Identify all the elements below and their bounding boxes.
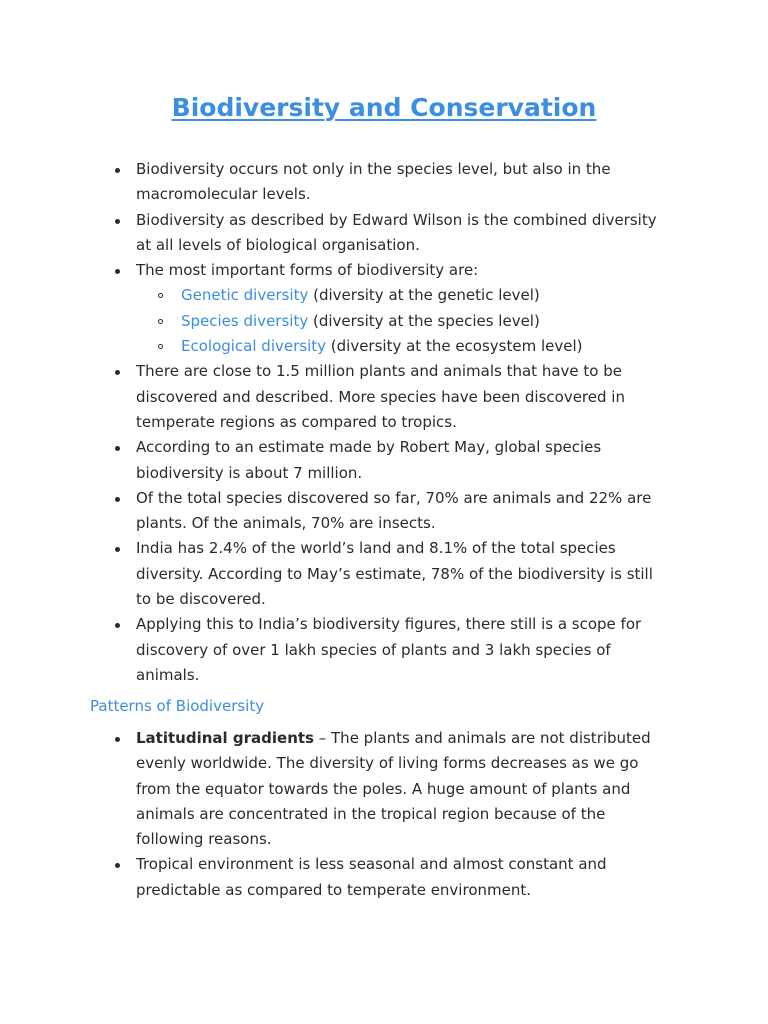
list-item-text: According to an estimate made by Robert May, global species biodiversity is about 7 million. (136, 438, 602, 482)
list-item-text: India has 2.4% of the world’s land and 8.1% of the total species diversity. According to May’s estimate, 78% of the biodiversity is still to be discovered. (136, 539, 653, 609)
list-item-bold-term: Latitudinal gradients (136, 729, 314, 747)
sub-item-text: (diversity at the species level) (308, 311, 540, 330)
list-item (0, 612, 768, 688)
page-title-text: Biodiversity and Conservation (171, 93, 597, 122)
ecological-diversity-link[interactable]: Ecological diversity (181, 337, 327, 356)
list-item (0, 359, 768, 435)
list-item (0, 726, 768, 852)
species-diversity-link[interactable]: Species diversity (181, 311, 309, 330)
list-item-text: – The plants and animals are not distributed evenly worldwide. The diversity of living forms decreases as we go from the equator towards the poles. A huge amount of plants and animals are concentrated in the tropical region because of the following reasons. (136, 729, 651, 849)
sub-list-item (136, 309, 668, 334)
list-item-text: Applying this to India’s biodiversity figures, there still is a scope for discovery of over 1 lakh species of plants and 3 lakh species of animals. (136, 615, 642, 684)
list-item-text: There are close to 1.5 million plants and animals that have to be discovered and described. More species have been discovered in temperate regions as compared to tropics. (136, 362, 625, 431)
intro-list (0, 157, 768, 688)
list-item (0, 157, 768, 208)
page-title (0, 88, 768, 128)
sub-item-text: (diversity at the genetic level) (308, 286, 540, 305)
sub-list-item (136, 334, 668, 359)
diversity-forms-sublist (136, 283, 668, 359)
list-item-text: Tropical environment is less seasonal and almost constant and predictable as compared to temperate environment. (136, 855, 607, 899)
list-item (0, 536, 768, 612)
section-heading: Patterns of Biodiversity (90, 697, 265, 715)
list-item-text: Biodiversity occurs not only in the species level, but also in the macromolecular levels. (136, 160, 611, 204)
genetic-diversity-link[interactable]: Genetic diversity (181, 286, 309, 305)
patterns-list (0, 726, 768, 903)
list-item (0, 486, 768, 537)
list-item (0, 852, 768, 903)
list-item-text: Of the total species discovered so far, 70% are animals and 22% are plants. Of the animals, 70% are insects. (136, 488, 652, 533)
list-item (0, 435, 768, 486)
list-item (0, 258, 768, 359)
list-item-text: Biodiversity as described by Edward Wilson is the combined diversity at all levels of biological organisation. (136, 210, 657, 254)
sub-item-text: (diversity at the ecosystem level) (326, 337, 583, 356)
sub-list-item (136, 283, 668, 308)
list-item (0, 208, 768, 259)
list-item-text: The most important forms of biodiversity are: (136, 261, 479, 280)
